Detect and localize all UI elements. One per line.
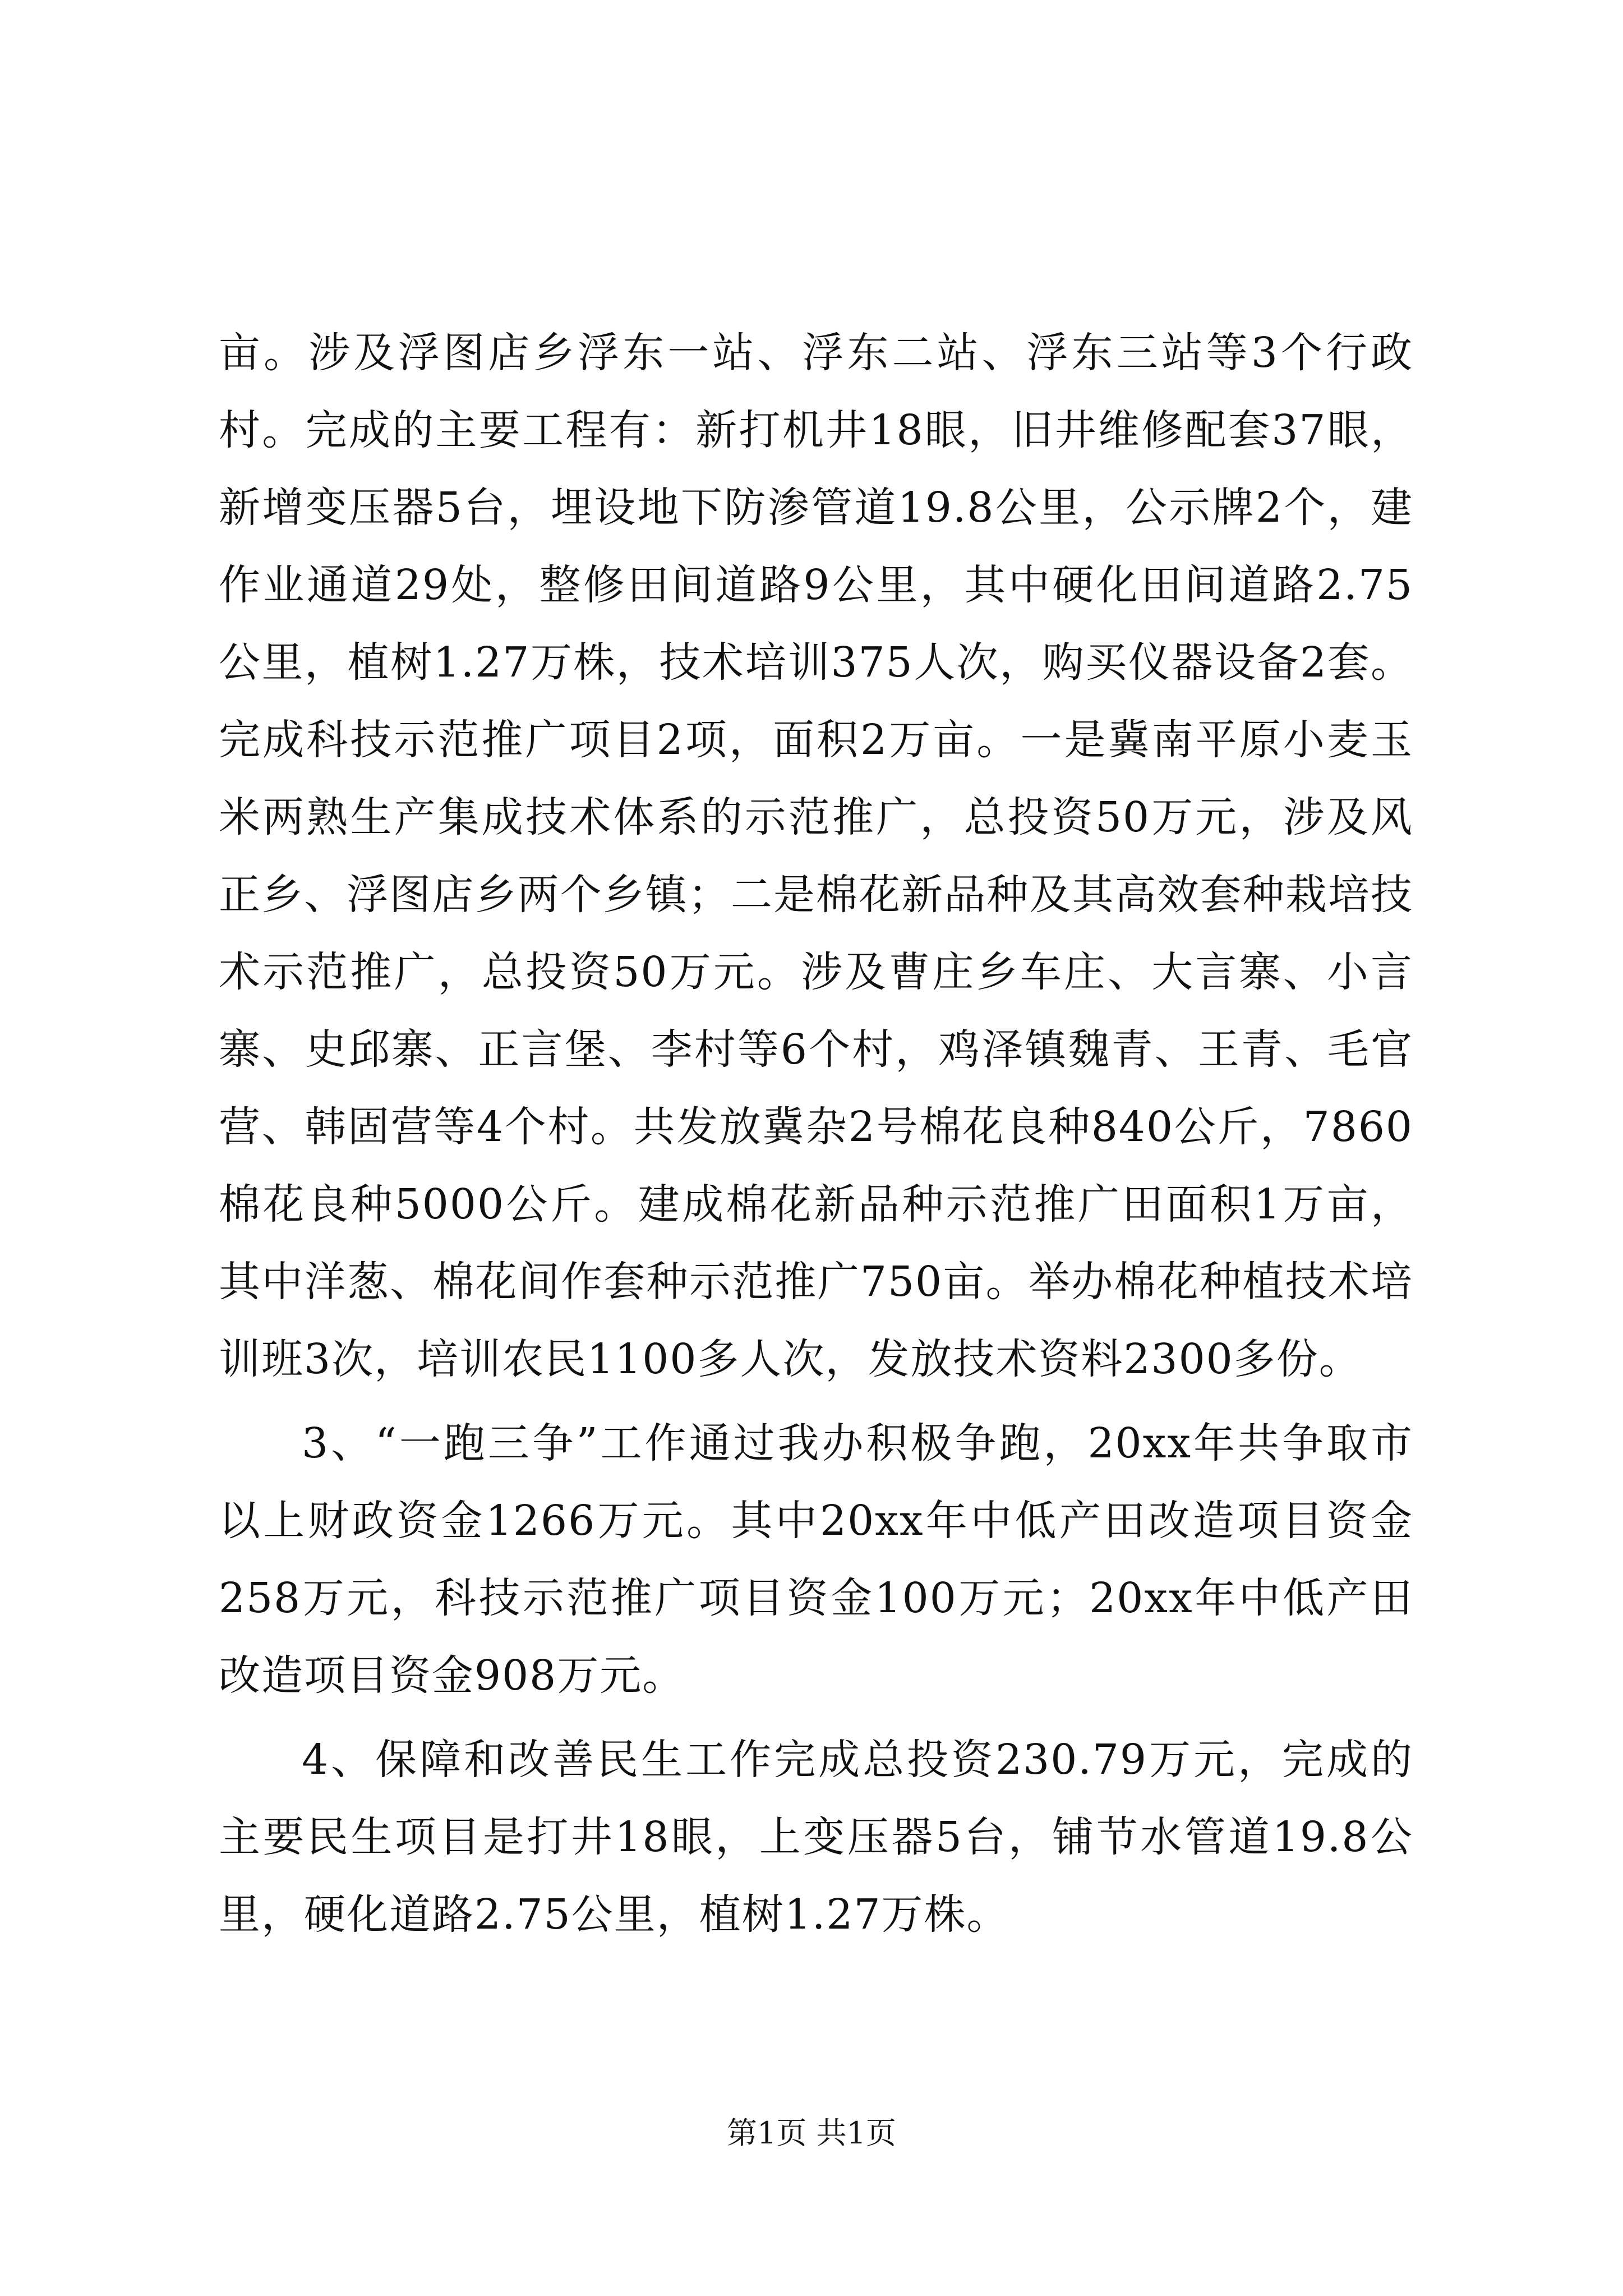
paragraph-continued: 亩。涉及浮图店乡浮东一站、浮东二站、浮东三站等3个行政村。完成的主要工程有：新打机井18眼，旧井维修配套37眼，新增变压器5台，埋设地下防渗管道19.8公里，公示牌2个，建作业通道29处，整修田间道路9公里，其中硬化田间道路2.75公里，植树1.27万株，技术培训375人次，购买仪器设备2套。完成科技示范推广项目2项，面积2万亩。一是冀南平原小麦玉米两熟生产集成技术体系的示范推广，总投资50万元，涉及风正乡、浮图店乡两个乡镇；二是棉花新品种及其高效套种栽培技术示范推广，总投资50万元。涉及曹庄乡车庄、大言寨、小言寨、史邱寨、正言堡、李村等6个村，鸡泽镇魏青、王青、毛官营、韩固营等4个村。共发放冀杂2号棉花良种840公斤，7860棉花良种5000公斤。建成棉花新品种示范推广田面积1万亩，其中洋葱、棉花间作套种示范推广750亩。举办棉花种植技术培训班3次，培训农民1100多人次，发放技术资料2300多份。 <box>219 329 1413 1383</box>
body-text <box>219 314 1413 1953</box>
page-footer: 第1页 共1页 <box>727 2115 896 2151</box>
paragraph-item-3: 3、“一跑三争”工作通过我办积极争跑，20xx年共争取市以上财政资金1266万元。其中20xx年中低产田改造项目资金258万元，科技示范推广项目资金100万元；20xx年中低产田改造项目资金908万元。 <box>219 1419 1413 1700</box>
paragraph-item-4: 4、保障和改善民生工作完成总投资230.79万元，完成的主要民生项目是打井18眼，上变压器5台，铺节水管道19.8公里，硬化道路2.75公里，植树1.27万株。 <box>219 1736 1413 1939</box>
